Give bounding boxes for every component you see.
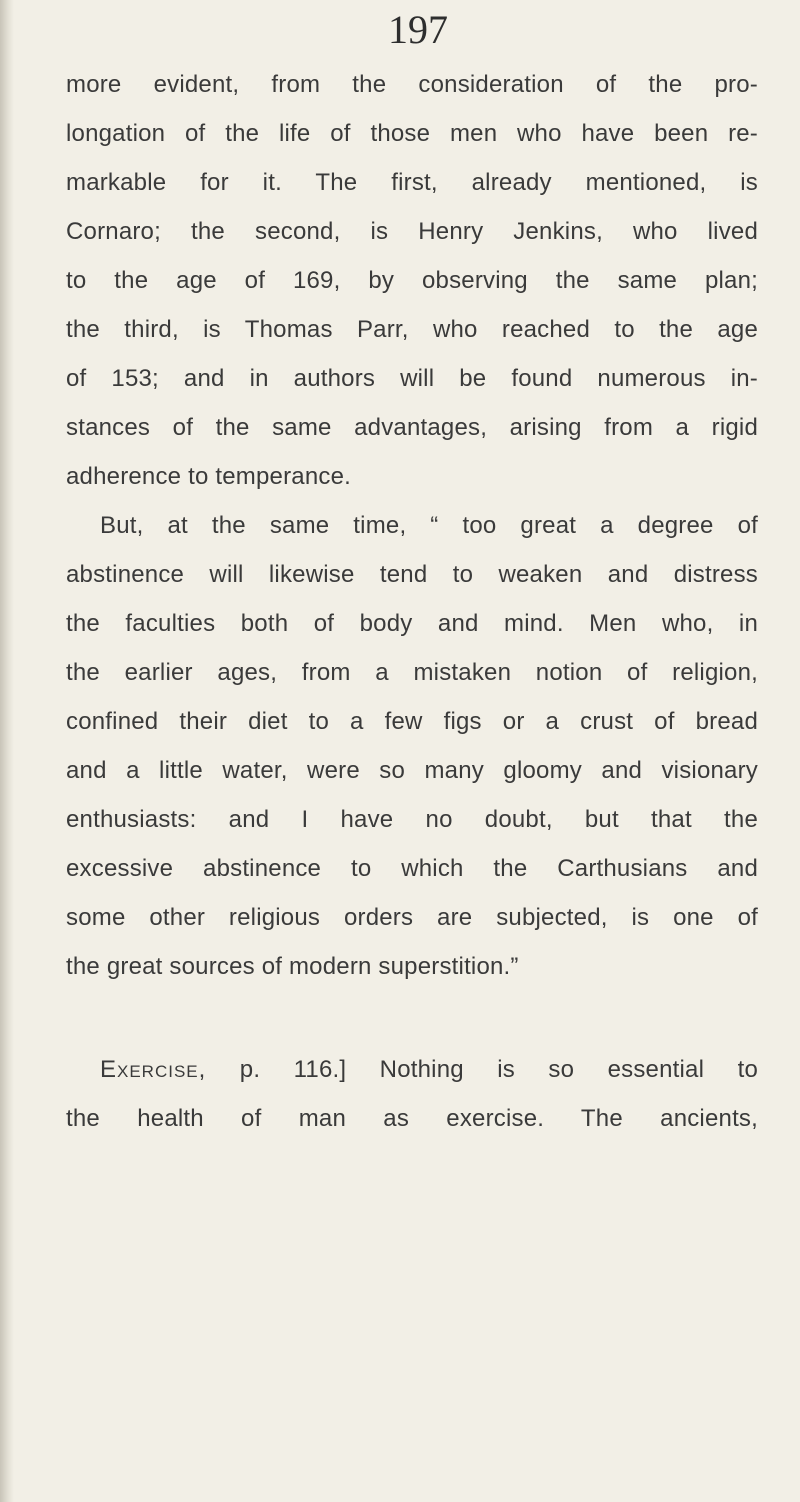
text-line: enthusiasts: and I have no doubt, but that the (66, 806, 758, 833)
text-line: But, at the same time, “ too great a degree of (100, 512, 758, 539)
paragraph-longevity (66, 60, 758, 501)
text-line: the third, is Thomas Parr, who reached to the age (66, 316, 758, 343)
text-line: of 153; and in authors will be found numerous in- (66, 365, 758, 392)
text-line: longation of the life of those men who have been re- (66, 120, 758, 147)
exercise-first-line-rest: p. 116.] Nothing is so essential to (239, 1056, 758, 1083)
text-line: excessive abstinence to which the Carthusians and (66, 855, 758, 882)
text-line: markable for it. The first, already mentioned, is (66, 169, 758, 196)
text-line: more evident, from the consideration of the pro- (66, 71, 758, 98)
text-line: some other religious orders are subjected, is one of (66, 904, 758, 931)
text-line: Cornaro; the second, is Henry Jenkins, who lived (66, 218, 758, 245)
text-line: stances of the same advantages, arising from a rigid (66, 414, 758, 441)
text-line: the faculties both of body and mind. Men who, in (66, 610, 758, 637)
binding-shadow (0, 0, 14, 1502)
text-line: and a little water, were so many gloomy and visionary (66, 757, 758, 784)
text-line: the health of man as exercise. The ancients, (66, 1105, 758, 1132)
text-line: adherence to temperance. (66, 463, 351, 490)
text-line: to the age of 169, by observing the same plan; (66, 267, 758, 294)
page-number: 197 (388, 7, 448, 52)
paragraph-exercise (66, 1045, 758, 1143)
text-line: abstinence will likewise tend to weaken and distress (66, 561, 758, 588)
text-line: confined their diet to a few figs or a crust of bread (66, 708, 758, 735)
exercise-first-line (66, 1045, 758, 1094)
section-gap (66, 991, 758, 1045)
page-body-text (66, 60, 758, 1143)
text-line: the great sources of modern superstition.” (66, 953, 519, 980)
text-line: the earlier ages, from a mistaken notion of religion, (66, 659, 758, 686)
exercise-heading: Exercise, (100, 1056, 207, 1083)
paragraph-abstinence (66, 501, 758, 991)
